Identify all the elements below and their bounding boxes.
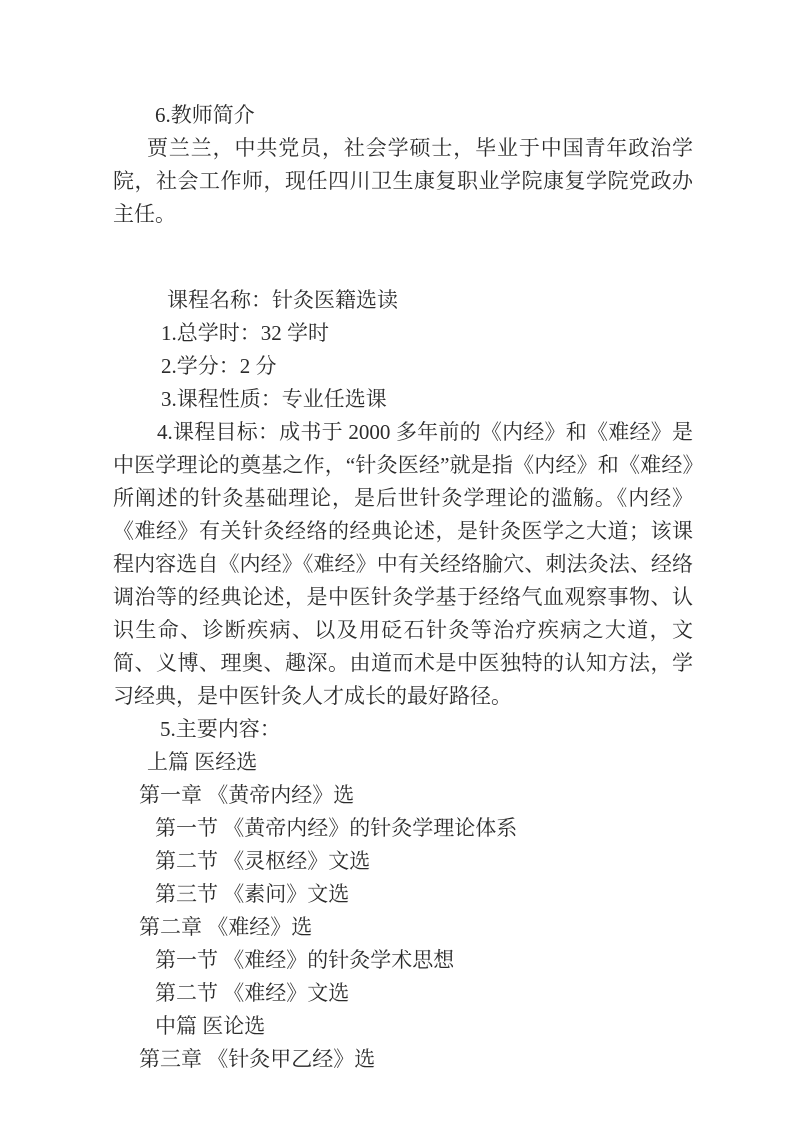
outline-item-part-middle: 中篇 医论选 — [155, 1014, 266, 1038]
outline-item-part-upper: 上篇 医经选 — [147, 750, 258, 774]
course-item-course-type: 3.课程性质：专业任选课 — [161, 387, 387, 411]
document-content — [113, 99, 693, 1076]
outline-item-chapter-3: 第三章 《针灸甲乙经》选 — [139, 1047, 376, 1071]
outline-item-chapter1-section2: 第二节 《灵枢经》文选 — [155, 849, 371, 873]
course-name-line: 课程名称：针灸医籍选读 — [167, 288, 398, 312]
outline-item-chapter1-section3: 第三节 《素问》文选 — [155, 882, 350, 906]
course-item-total-hours: 1.总学时：32 学时 — [161, 321, 329, 345]
teacher-section-heading: 6.教师简介 — [155, 103, 255, 127]
course-item-credits: 2.学分：2 分 — [161, 354, 277, 378]
outline-item-chapter2-section2: 第二节 《难经》文选 — [155, 981, 350, 1005]
main-content-heading: 5.主要内容： — [160, 717, 281, 741]
outline-item-chapter-2: 第二章 《难经》选 — [139, 915, 313, 939]
section-gap — [113, 231, 693, 284]
outline-item-chapter2-section1: 第一节 《难经》的针灸学术思想 — [155, 948, 455, 972]
course-objectives-paragraph: 4.课程目标：成书于 2000 多年前的《内经》和《难经》是中医学理论的奠基之作，“针灸医经”就是指《内经》和《难经》所阐述的针灸基础理论，是后世针灸学理论的滥觞。《内经》《难经》有关针灸经络的经典论述，是针灸医学之大道；该课程内容选自《内经》《难经》中有关经络腧穴、刺法灸法、经络调治等的经典论述，是中医针灸学基于经络气血观察事物、认识生命、诊断疾病、以及用砭石针灸等治疗疾病之大道，文简、义博、理奥、趣深。由道而术是中医独特的认知方法，学习经典，是中医针灸人才成长的最好路径。 — [113, 420, 693, 708]
outline-item-chapter-1: 第一章 《黄帝内经》选 — [139, 783, 355, 807]
teacher-intro-paragraph: 贾兰兰，中共党员，社会学硕士，毕业于中国青年政治学院，社会工作师，现任四川卫生康复职业学院康复学院党政办主任。 — [113, 136, 693, 226]
outline-item-chapter1-section1: 第一节 《黄帝内经》的针灸学理论体系 — [155, 816, 518, 840]
